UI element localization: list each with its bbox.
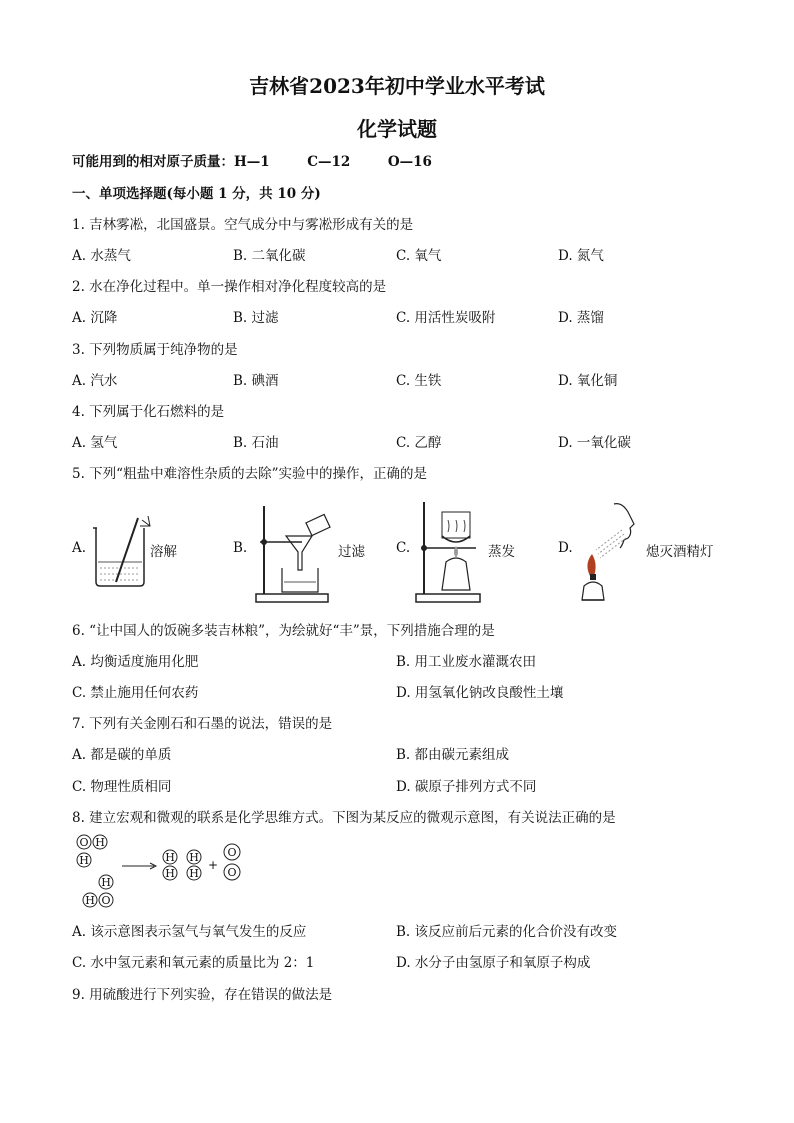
option: A. 均衡适度施用化肥	[72, 654, 199, 670]
figure-label-extinguish: 熄灭酒精灯	[646, 544, 714, 560]
option: A. 该示意图表示氢气与氧气发生的反应	[72, 924, 307, 940]
question-stem: 3. 下列物质属于纯净物的是	[72, 342, 238, 358]
question-stem: 9. 用硫酸进行下列实验，存在错误的做法是	[72, 987, 333, 1003]
atom-o: O	[101, 894, 111, 907]
option: B.	[233, 540, 248, 556]
atom-h: H	[79, 854, 89, 867]
option: C. 禁止施用任何农药	[72, 685, 199, 701]
atom-h: H	[85, 894, 95, 907]
option: A. 沉降	[72, 310, 118, 326]
option: D. 用氢氧化钠改良酸性土壤	[396, 685, 564, 701]
reaction-diagram	[70, 832, 260, 914]
option: B. 用工业废水灌溉农田	[396, 654, 537, 670]
option: D.	[558, 540, 573, 556]
option: B. 都由碳元素组成	[396, 747, 510, 763]
atom-o: O	[227, 866, 237, 879]
option: A.	[72, 540, 87, 556]
option: A. 氢气	[72, 435, 118, 451]
question-stem: 2. 水在净化过程中。单一操作相对净化程度较高的是	[72, 279, 387, 295]
atom-o: O	[227, 846, 237, 859]
option: C. 用活性炭吸附	[396, 310, 496, 326]
atom-h: H	[165, 867, 175, 880]
option: B. 二氧化碳	[233, 248, 306, 264]
option: B. 该反应前后元素的化合价没有改变	[396, 924, 618, 940]
option: C. 氧气	[396, 248, 442, 264]
figure-label-dissolve: 溶解	[150, 544, 177, 560]
atom-h: H	[165, 851, 175, 864]
option: D. 蒸馏	[558, 310, 604, 326]
option: B. 过滤	[233, 310, 279, 326]
figure-label-filter: 过滤	[338, 544, 365, 560]
section-heading: 一、单项选择题(每小题 1 分，共 10 分)	[72, 186, 321, 202]
figure-label-evaporate: 蒸发	[488, 544, 515, 560]
atom-h: H	[95, 836, 105, 849]
filter-figure	[250, 498, 335, 608]
question-stem: 8. 建立宏观和微观的联系是化学思维方式。下图为某反应的微观示意图，有关说法正确的是	[72, 810, 616, 826]
evaporate-figure	[412, 498, 490, 608]
question-stem: 7. 下列有关金刚石和石墨的说法，错误的是	[72, 716, 333, 732]
option: A. 都是碳的单质	[72, 747, 172, 763]
question-stem: 6. “让中国人的饭碗多装吉林粮”，为绘就好“丰”景，下列措施合理的是	[72, 623, 495, 639]
option: D. 氧化铜	[558, 373, 618, 389]
atom-h: H	[101, 876, 111, 889]
option: A. 汽水	[72, 373, 118, 389]
option: C. 乙醇	[396, 435, 442, 451]
option: B. 碘酒	[233, 373, 279, 389]
atom-h: H	[189, 867, 199, 880]
question-stem: 1. 吉林雾凇，北国盛景。空气成分中与雾凇形成有关的是	[72, 217, 414, 233]
option: D. 水分子由氢原子和氧原子构成	[396, 955, 591, 971]
atom-h: H	[189, 851, 199, 864]
option: B. 石油	[233, 435, 279, 451]
option: D. 碳原子排列方式不同	[396, 779, 537, 795]
option: C. 生铁	[396, 373, 442, 389]
option: C.	[396, 540, 411, 556]
option: D. 氮气	[558, 248, 604, 264]
option: C. 水中氢元素和氧元素的质量比为 2：1	[72, 955, 315, 971]
option: D. 一氧化碳	[558, 435, 631, 451]
svg-text:+: +	[207, 858, 219, 872]
extinguish-lamp-figure	[574, 494, 652, 606]
option: C. 物理性质相同	[72, 779, 172, 795]
question-stem: 5. 下列“粗盐中难溶性杂质的去除”实验中的操作，正确的是	[72, 466, 427, 482]
atomic-masses: 可能用到的相对原子质量：H—1 C—12 O—16	[72, 154, 432, 170]
option: A. 水蒸气	[72, 248, 131, 264]
question-stem: 4. 下列属于化石燃料的是	[72, 404, 225, 420]
atom-o: O	[79, 836, 89, 849]
exam-title: 吉林省2023年初中学业水平考试	[249, 74, 545, 98]
exam-subtitle: 化学试题	[357, 117, 437, 141]
